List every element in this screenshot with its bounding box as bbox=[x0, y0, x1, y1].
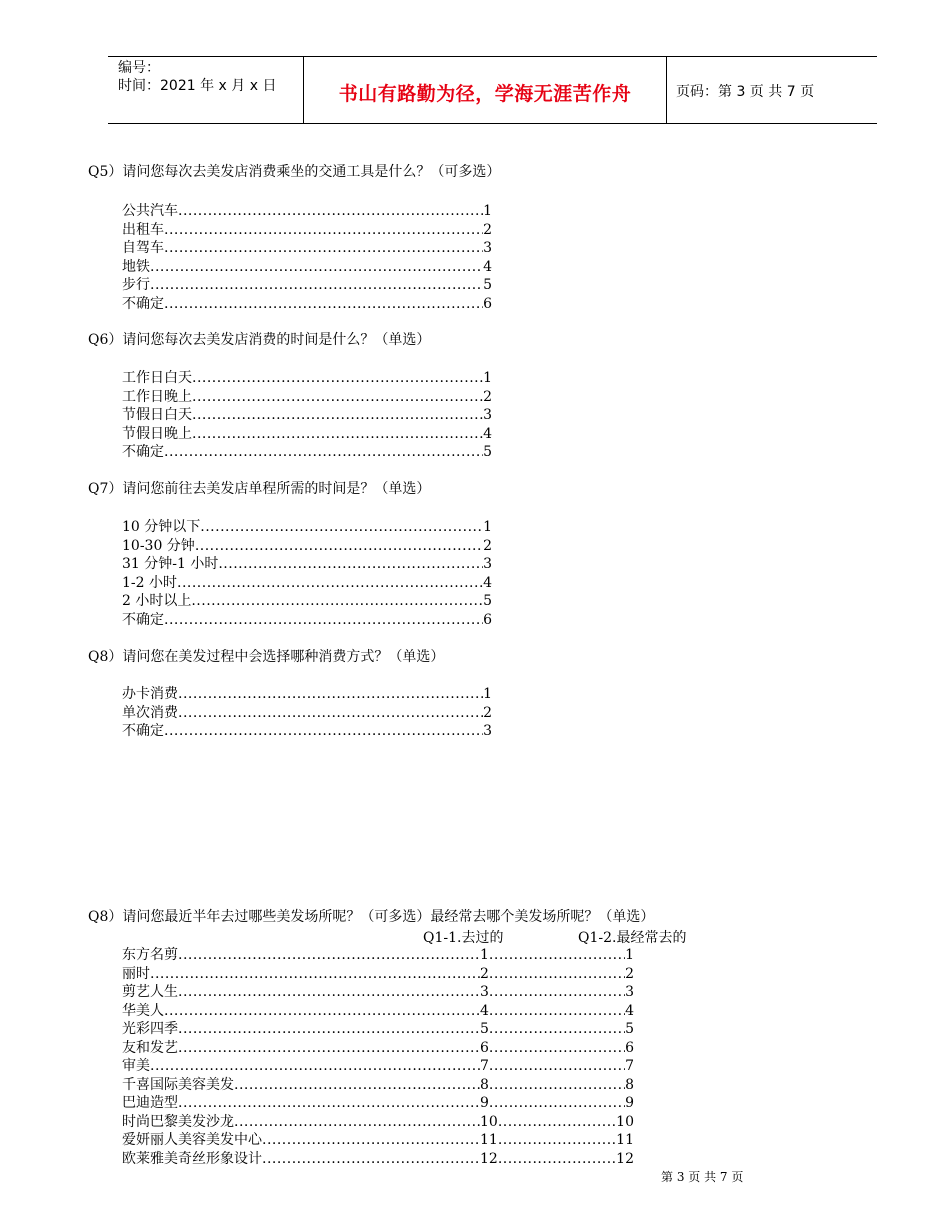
venue-row bbox=[122, 1020, 634, 1039]
venue-row bbox=[122, 1057, 634, 1076]
option-label: 出租车 bbox=[122, 221, 164, 238]
venue-code-visited: 8 bbox=[480, 1076, 489, 1093]
option-code: 1 bbox=[483, 519, 492, 535]
option-label: 不确定 bbox=[122, 611, 164, 628]
venue-label: 巴迪造型 bbox=[122, 1095, 178, 1111]
leader-dots bbox=[498, 1150, 616, 1169]
question-title-q7: Q7）请问您前往去美发店单程所需的时间是？（单选） bbox=[88, 481, 431, 497]
leader-dots bbox=[164, 239, 483, 258]
option-code: 4 bbox=[483, 258, 492, 275]
option-label: 2 小时以上 bbox=[122, 593, 192, 609]
venue-code-visited: 2 bbox=[480, 965, 489, 982]
option-row bbox=[122, 704, 492, 723]
option-code: 1 bbox=[483, 370, 492, 386]
option-label: 办卡消费 bbox=[122, 686, 178, 702]
venue-label: 千喜国际美容美发 bbox=[122, 1076, 234, 1093]
page-footer: 第 3 页 共 7 页 bbox=[661, 1170, 744, 1184]
venue-row bbox=[122, 1131, 634, 1150]
option-label: 10 分钟以下 bbox=[122, 519, 201, 535]
option-row bbox=[122, 258, 492, 277]
venue-label: 爱妍丽人美容美发中心 bbox=[122, 1132, 262, 1148]
venue-code-visited: 12 bbox=[480, 1150, 498, 1167]
venue-code-most-frequent: 2 bbox=[625, 965, 634, 982]
header-time-label: 时间：2021 年 x 月 x 日 bbox=[118, 78, 277, 94]
leader-dots bbox=[164, 443, 483, 462]
venue-code-visited: 1 bbox=[480, 947, 489, 963]
leader-dots bbox=[218, 555, 483, 574]
option-label: 公共汽车 bbox=[122, 203, 178, 219]
option-code: 4 bbox=[483, 574, 492, 591]
option-row bbox=[122, 722, 492, 741]
venue-code-visited: 9 bbox=[480, 1095, 489, 1111]
venue-code-most-frequent: 11 bbox=[616, 1132, 634, 1148]
venue-label: 审美 bbox=[122, 1058, 150, 1074]
option-label: 1-2 小时 bbox=[122, 574, 177, 591]
option-code: 3 bbox=[483, 407, 492, 423]
venue-row bbox=[122, 1039, 634, 1058]
venue-label: 华美人 bbox=[122, 1002, 164, 1019]
leader-dots bbox=[178, 983, 480, 1002]
venue-row bbox=[122, 1002, 634, 1021]
venue-row bbox=[122, 1113, 634, 1132]
leader-dots bbox=[234, 1113, 480, 1132]
option-label: 步行 bbox=[122, 277, 150, 293]
leader-dots bbox=[192, 425, 483, 444]
option-code: 3 bbox=[483, 556, 492, 572]
question-title-q8-venues: Q8）请问您最近半年去过哪些美发场所呢？（可多选）最经常去哪个美发场所呢？（单选） bbox=[88, 909, 655, 925]
option-code: 3 bbox=[483, 723, 492, 739]
leader-dots bbox=[164, 221, 483, 240]
option-label: 自驾车 bbox=[122, 240, 164, 256]
leader-dots bbox=[192, 388, 483, 407]
leader-dots bbox=[150, 258, 483, 277]
option-row bbox=[122, 425, 492, 444]
leader-dots bbox=[192, 369, 483, 388]
venue-label: 欧莱雅美奇丝形象设计 bbox=[122, 1150, 262, 1167]
leader-dots bbox=[164, 295, 483, 314]
option-label: 单次消费 bbox=[122, 704, 178, 721]
venue-code-visited: 3 bbox=[480, 984, 489, 1000]
leader-dots bbox=[192, 406, 483, 425]
venue-row bbox=[122, 946, 634, 965]
venue-code-most-frequent: 1 bbox=[625, 947, 634, 963]
leader-dots bbox=[150, 276, 483, 295]
venue-label: 丽时 bbox=[122, 965, 150, 982]
column-header-visited: Q1-1.去过的 bbox=[423, 930, 504, 946]
option-label: 31 分钟-1 小时 bbox=[122, 556, 219, 572]
leader-dots bbox=[178, 1039, 480, 1058]
option-label: 节假日白天 bbox=[122, 407, 192, 423]
option-label: 不确定 bbox=[122, 723, 164, 739]
leader-dots bbox=[489, 1076, 625, 1095]
option-row bbox=[122, 611, 492, 630]
leader-dots bbox=[164, 611, 483, 630]
venue-code-visited: 11 bbox=[480, 1132, 498, 1148]
leader-dots bbox=[489, 1094, 625, 1113]
option-label: 地铁 bbox=[122, 258, 150, 275]
option-row bbox=[122, 239, 492, 258]
question-title-q8-payment: Q8）请问您在美发过程中会选择哪种消费方式？（单选） bbox=[88, 649, 445, 665]
venue-code-visited: 5 bbox=[480, 1021, 489, 1037]
option-code: 2 bbox=[483, 388, 492, 405]
venue-code-most-frequent: 5 bbox=[625, 1021, 634, 1037]
leader-dots bbox=[177, 574, 483, 593]
option-label: 不确定 bbox=[122, 295, 164, 312]
option-row bbox=[122, 369, 492, 388]
leader-dots bbox=[489, 983, 625, 1002]
option-row bbox=[122, 202, 492, 221]
leader-dots bbox=[164, 1002, 480, 1021]
question-title-q5: Q5）请问您每次去美发店消费乘坐的交通工具是什么？（可多选） bbox=[88, 164, 501, 180]
option-label: 工作日白天 bbox=[122, 370, 192, 386]
option-row bbox=[122, 592, 492, 611]
option-label: 节假日晚上 bbox=[122, 425, 192, 442]
option-row bbox=[122, 443, 492, 462]
venue-row bbox=[122, 1150, 634, 1169]
venue-code-most-frequent: 9 bbox=[625, 1095, 634, 1111]
leader-dots bbox=[489, 946, 625, 965]
venue-code-most-frequent: 4 bbox=[625, 1002, 634, 1019]
venue-label: 时尚巴黎美发沙龙 bbox=[122, 1113, 234, 1130]
page-header bbox=[108, 56, 877, 124]
venue-label: 东方名剪 bbox=[122, 947, 178, 963]
leader-dots bbox=[178, 1094, 480, 1113]
option-code: 2 bbox=[483, 704, 492, 721]
leader-dots bbox=[262, 1150, 480, 1169]
option-code: 2 bbox=[483, 221, 492, 238]
leader-dots bbox=[234, 1076, 480, 1095]
option-code: 6 bbox=[483, 611, 492, 628]
leader-dots bbox=[178, 1020, 480, 1039]
leader-dots bbox=[178, 685, 483, 704]
venue-code-most-frequent: 3 bbox=[625, 984, 634, 1000]
leader-dots bbox=[150, 965, 480, 984]
option-label: 工作日晚上 bbox=[122, 388, 192, 405]
leader-dots bbox=[178, 946, 480, 965]
option-row bbox=[122, 685, 492, 704]
venue-code-most-frequent: 10 bbox=[616, 1113, 634, 1130]
leader-dots bbox=[178, 704, 483, 723]
option-label: 不确定 bbox=[122, 444, 164, 460]
leader-dots bbox=[164, 722, 483, 741]
option-row bbox=[122, 518, 492, 537]
option-label: 10-30 分钟 bbox=[122, 537, 195, 554]
venue-label: 剪艺人生 bbox=[122, 984, 178, 1000]
leader-dots bbox=[498, 1131, 616, 1150]
venue-row bbox=[122, 965, 634, 984]
option-row bbox=[122, 574, 492, 593]
option-code: 3 bbox=[483, 240, 492, 256]
leader-dots bbox=[489, 1039, 625, 1058]
option-code: 5 bbox=[483, 444, 492, 460]
venue-code-visited: 10 bbox=[480, 1113, 498, 1130]
leader-dots bbox=[150, 1057, 480, 1076]
venue-label: 光彩四季 bbox=[122, 1021, 178, 1037]
leader-dots bbox=[498, 1113, 616, 1132]
header-divider bbox=[666, 57, 667, 123]
venue-row bbox=[122, 1076, 634, 1095]
venue-row bbox=[122, 1094, 634, 1113]
option-code: 1 bbox=[483, 203, 492, 219]
venue-code-most-frequent: 8 bbox=[625, 1076, 634, 1093]
venue-code-visited: 4 bbox=[480, 1002, 489, 1019]
venue-code-visited: 7 bbox=[480, 1058, 489, 1074]
venue-code-visited: 6 bbox=[480, 1039, 489, 1056]
option-row bbox=[122, 276, 492, 295]
option-row bbox=[122, 388, 492, 407]
venue-code-most-frequent: 12 bbox=[616, 1150, 634, 1167]
option-code: 2 bbox=[483, 537, 492, 554]
venue-code-most-frequent: 6 bbox=[625, 1039, 634, 1056]
leader-dots bbox=[489, 1057, 625, 1076]
leader-dots bbox=[191, 592, 483, 611]
option-code: 1 bbox=[483, 686, 492, 702]
option-row bbox=[122, 295, 492, 314]
header-meta bbox=[118, 59, 276, 95]
header-page-label: 页码：第 3 页 共 7 页 bbox=[676, 84, 815, 100]
option-code: 5 bbox=[483, 593, 492, 609]
option-row bbox=[122, 406, 492, 425]
leader-dots bbox=[195, 537, 483, 556]
venue-code-most-frequent: 7 bbox=[625, 1058, 634, 1074]
leader-dots bbox=[489, 965, 625, 984]
venue-row bbox=[122, 983, 634, 1002]
leader-dots bbox=[200, 518, 483, 537]
venue-label: 友和发艺 bbox=[122, 1039, 178, 1056]
option-code: 5 bbox=[483, 277, 492, 293]
header-number-label: 编号： bbox=[118, 60, 160, 76]
leader-dots bbox=[489, 1020, 625, 1039]
leader-dots bbox=[489, 1002, 625, 1021]
option-row bbox=[122, 537, 492, 556]
option-code: 6 bbox=[483, 295, 492, 312]
leader-dots bbox=[262, 1131, 480, 1150]
question-title-q6: Q6）请问您每次去美发店消费的时间是什么？（单选） bbox=[88, 332, 431, 348]
option-row bbox=[122, 221, 492, 240]
option-code: 4 bbox=[483, 425, 492, 442]
column-header-most-frequent: Q1-2.最经常去的 bbox=[578, 930, 687, 946]
option-row bbox=[122, 555, 492, 574]
header-motto: 书山有路勤为径，学海无涯苦作舟 bbox=[338, 83, 632, 105]
leader-dots bbox=[178, 202, 483, 221]
